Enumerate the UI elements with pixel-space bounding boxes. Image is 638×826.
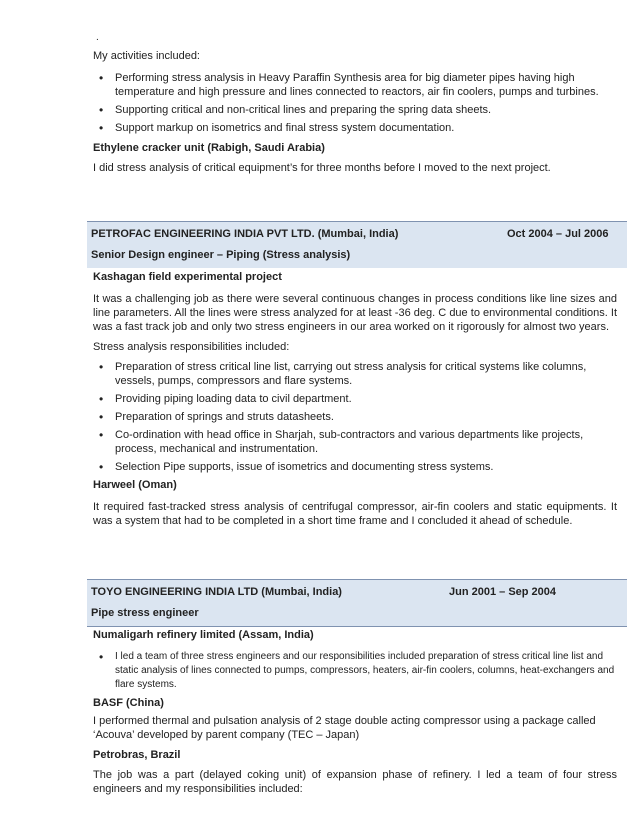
list-item: • I led a team of three stress engineers and our responsibilities included preparation of stress critical line list and static analysis of lines connected to pumps, compressors, heaters, air-fin coolers, columns, heat-exchangers and flare systems. — [93, 650, 617, 692]
list-item: • Performing stress analysis in Heavy Paraffin Synthesis area for big diameter pipes having high temperature and high pressure and lines connected to reactors, air fin coolers, pumps and turbines. — [93, 71, 617, 99]
list-item: • Supporting critical and non-critical lines and preparing the spring data sheets. — [93, 103, 617, 117]
company-name: TOYO ENGINEERING INDIA LTD (Mumbai, India) — [91, 586, 342, 598]
activities-intro: My activities included: — [93, 50, 200, 62]
project-title: BASF (China) — [93, 697, 164, 709]
project-text: It was a challenging job as there were several continuous changes in process conditions like line sizes and line parameters. All the lines were stress analyzed for at least -36 deg. C due to environmental conditions. It was a fast track job and only two stress engineers in our area worked on it rigorously for almost two years. — [93, 293, 617, 333]
employment-dates: Oct 2004 – Jul 2006 — [507, 228, 609, 240]
project-title: Ethylene cracker unit (Rabigh, Saudi Arabia) — [93, 142, 325, 154]
list-item: • Providing piping loading data to civil department. — [93, 392, 617, 406]
job-title: Senior Design engineer – Piping (Stress analysis) — [91, 249, 351, 261]
employer-header-petrofac — [87, 221, 627, 268]
job-title: Pipe stress engineer — [91, 607, 199, 619]
project-text: I did stress analysis of critical equipment’s for three months before I moved to the next project. — [93, 162, 551, 174]
employer-header-toyo — [87, 579, 627, 627]
project-text: The job was a part (delayed coking unit) of expansion phase of refinery. I led a team of four stress engineers and my responsibilities included: — [93, 769, 617, 795]
project-title: Kashagan field experimental project — [93, 271, 282, 283]
responsibilities-intro: Stress analysis responsibilities included: — [93, 341, 290, 353]
employment-dates: Jun 2001 – Sep 2004 — [449, 586, 557, 598]
list-item: • Support markup on isometrics and final stress system documentation. — [93, 121, 617, 135]
top-section — [93, 49, 617, 175]
list-item: • Preparation of stress critical line list, carrying out stress analysis for critical systems like columns, vessels, pumps, compressors and flare systems. — [93, 360, 617, 388]
responsibilities-list — [93, 360, 617, 474]
project-text: I performed thermal and pulsation analysis of 2 stage double acting compressor using a package called ‘Acouva’ developed by parent company (TEC – Japan) — [93, 715, 596, 741]
project-title: Numaligarh refinery limited (Assam, India) — [93, 629, 314, 641]
project-title: Harweel (Oman) — [93, 479, 177, 491]
responsibilities-list — [93, 650, 617, 692]
list-item: • Selection Pipe supports, issue of isometrics and documenting stress systems. — [93, 460, 617, 474]
activities-list — [93, 71, 617, 135]
list-item: • Co-ordination with head office in Sharjah, sub-contractors and various departments like projects, process, mechanical and instrumentation. — [93, 428, 617, 456]
list-item: • Preparation of springs and struts datasheets. — [93, 410, 617, 424]
project-text: It required fast-tracked stress analysis of centrifugal compressor, air-fin coolers and static equipments. It was a system that had to be completed in a short time frame and I concluded it ahead of schedule. — [93, 501, 617, 527]
petrofac-section — [93, 270, 617, 528]
company-name: PETROFAC ENGINEERING INDIA PVT LTD. (Mumbai, India) — [91, 228, 399, 240]
toyo-section — [93, 628, 617, 796]
project-title: Petrobras, Brazil — [93, 749, 181, 761]
stray-dot: . — [96, 32, 99, 43]
